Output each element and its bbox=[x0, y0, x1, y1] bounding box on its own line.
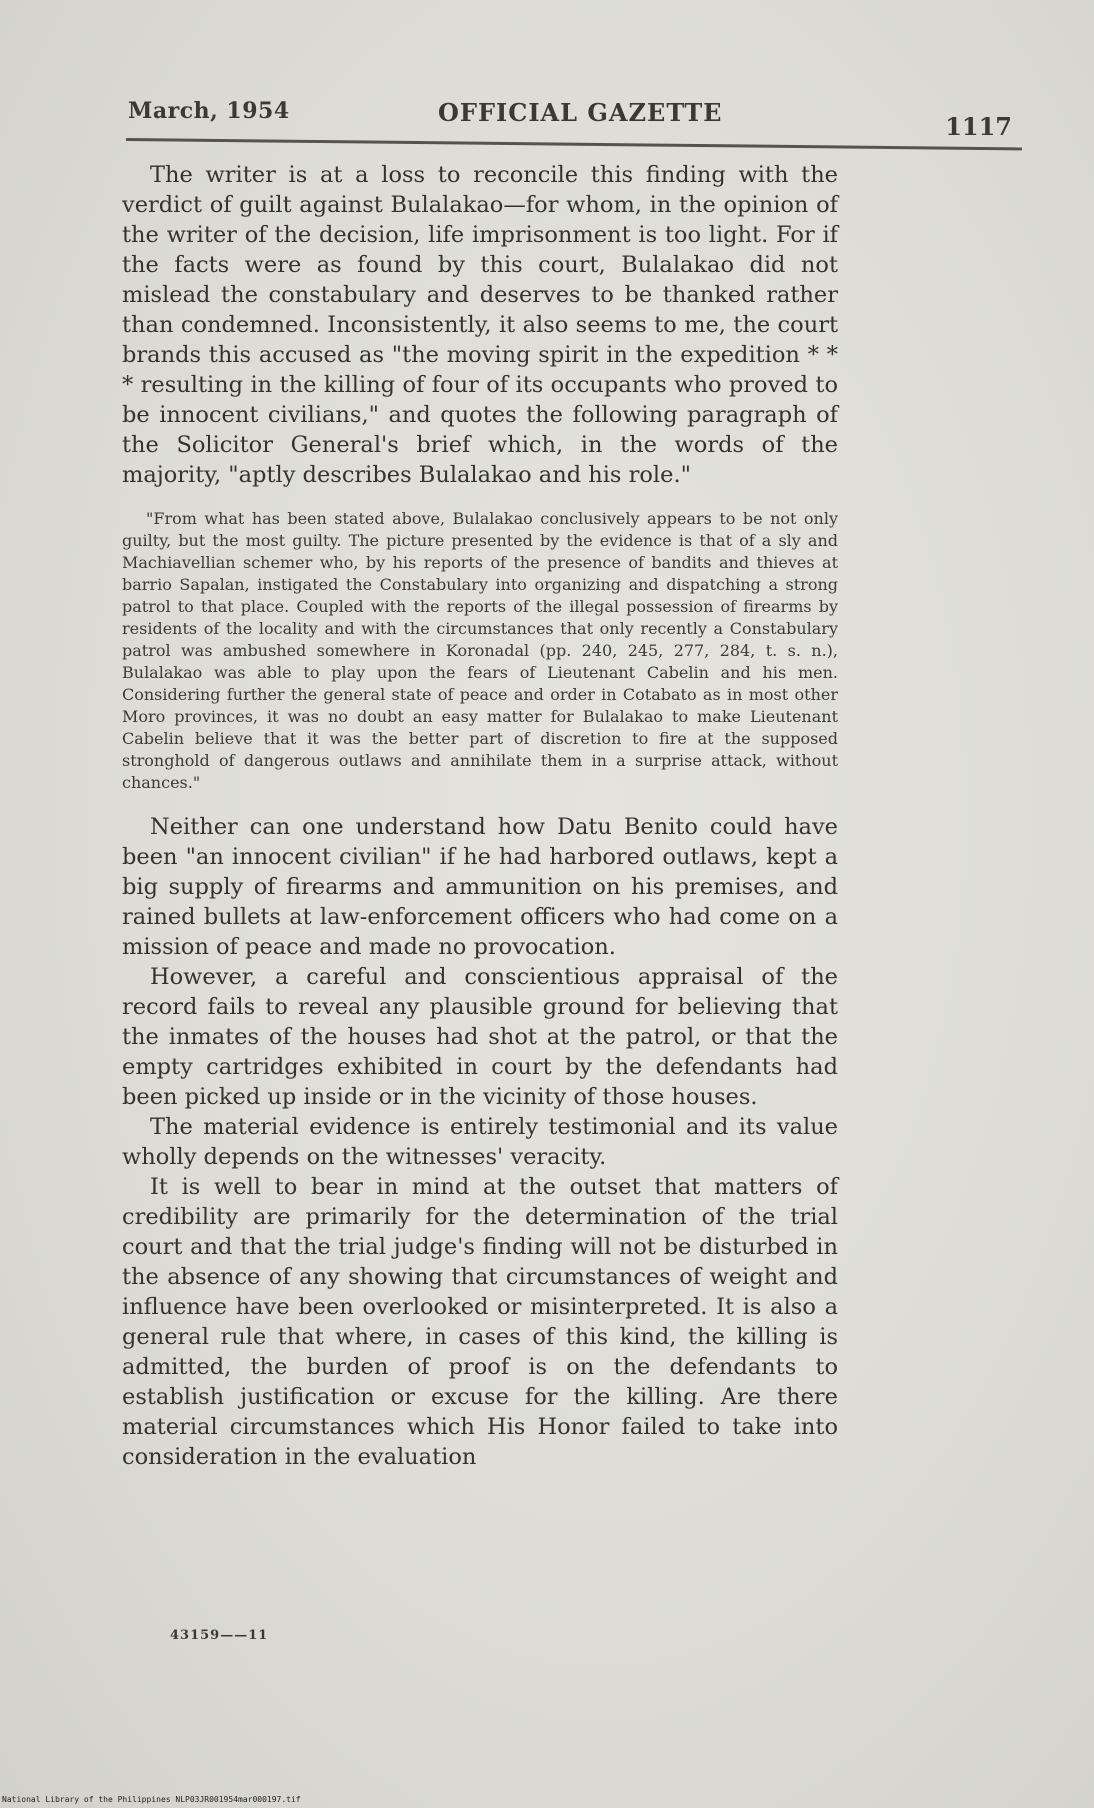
body-text bbox=[122, 160, 838, 1472]
body-section-2 bbox=[122, 812, 838, 1472]
header-date: March, 1954 bbox=[128, 98, 290, 124]
block-quote: "From what has been stated above, Bulalakao conclusively appears to be not only guilty, but the most guilty. The picture presented by the evidence is that of a sly and Machiavellian schemer who, by his reports of the presence of bandits and thieves at barrio Sapalan, instigated the Constabulary into organizing and dispatching a strong patrol to that place. Coupled with the reports of the illegal possession of firearms by residents of the locality and with the circumstances that only recently a Constabulary patrol was ambushed somewhere in Koronadal (pp. 240, 245, 277, 284, t. s. n.), Bulalakao was able to play upon the fears of Lieutenant Cabelin and his men. Considering further the general state of peace and order in Cotabato as in most other Moro provinces, it was no doubt an easy matter for Bulalakao to make Lieutenant Cabelin believe that it was the better part of discretion to fire at the supposed stronghold of dangerous outlaws and annihilate them in a surprise attack, without chances." bbox=[122, 509, 838, 792]
body-paragraph-5: It is well to bear in mind at the outset that matters of credibility are primarily for the determination of the trial court and that the trial judge's finding will not be disturbed in the absence of any showing that circumstances of weight and influence have been overlooked or misinterpreted. It is also a general rule that where, in cases of this kind, the killing is admitted, the burden of proof is on the defendants to establish justification or excuse for the killing. Are there material circumstances which His Honor failed to take into consideration in the evaluation bbox=[122, 1174, 838, 1470]
scan-source-stamp: National Library of the Philippines NLP03JR001954mar000197.tif bbox=[2, 1795, 301, 1804]
page-header bbox=[128, 92, 1018, 141]
body-paragraph-4: The material evidence is entirely testimonial and its value wholly depends on the witnesses' veracity. bbox=[122, 1114, 838, 1170]
body-paragraph-2: Neither can one understand how Datu Benito could have been "an innocent civilian" if he had harbored outlaws, kept a big supply of firearms and ammunition on his premises, and rained bullets at law-enforcement officers who had come on a mission of peace and made no provocation. bbox=[122, 814, 838, 960]
body-paragraph-1: The writer is at a loss to reconcile this finding with the verdict of guilt against Bulalakao—for whom, in the opinion of the writer of the decision, life imprisonment is too light. For if the facts were as found by this court, Bulalakao did not mislead the constabulary and deserves to be thanked rather than condemned. Inconsistently, it also seems to me, the court brands this accused as "the moving spirit in the expedition * * * resulting in the killing of four of its occupants who proved to be innocent civilians," and quotes the following paragraph of the Solicitor General's brief which, in the words of the majority, "aptly describes Bulalakao and his role." bbox=[122, 162, 838, 488]
body-paragraph-3: However, a careful and conscientious appraisal of the record fails to reveal any plausible ground for believing that the inmates of the houses had shot at the patrol, or that the empty cartridges exhibited in court by the defendants had been picked up inside or in the vicinity of those houses. bbox=[122, 964, 838, 1110]
header-page-number: 1117 bbox=[945, 112, 1012, 141]
header-title: OFFICIAL GAZETTE bbox=[438, 98, 723, 127]
header-rule bbox=[126, 138, 1022, 150]
footer-print-code: 43159——11 bbox=[170, 1628, 269, 1643]
